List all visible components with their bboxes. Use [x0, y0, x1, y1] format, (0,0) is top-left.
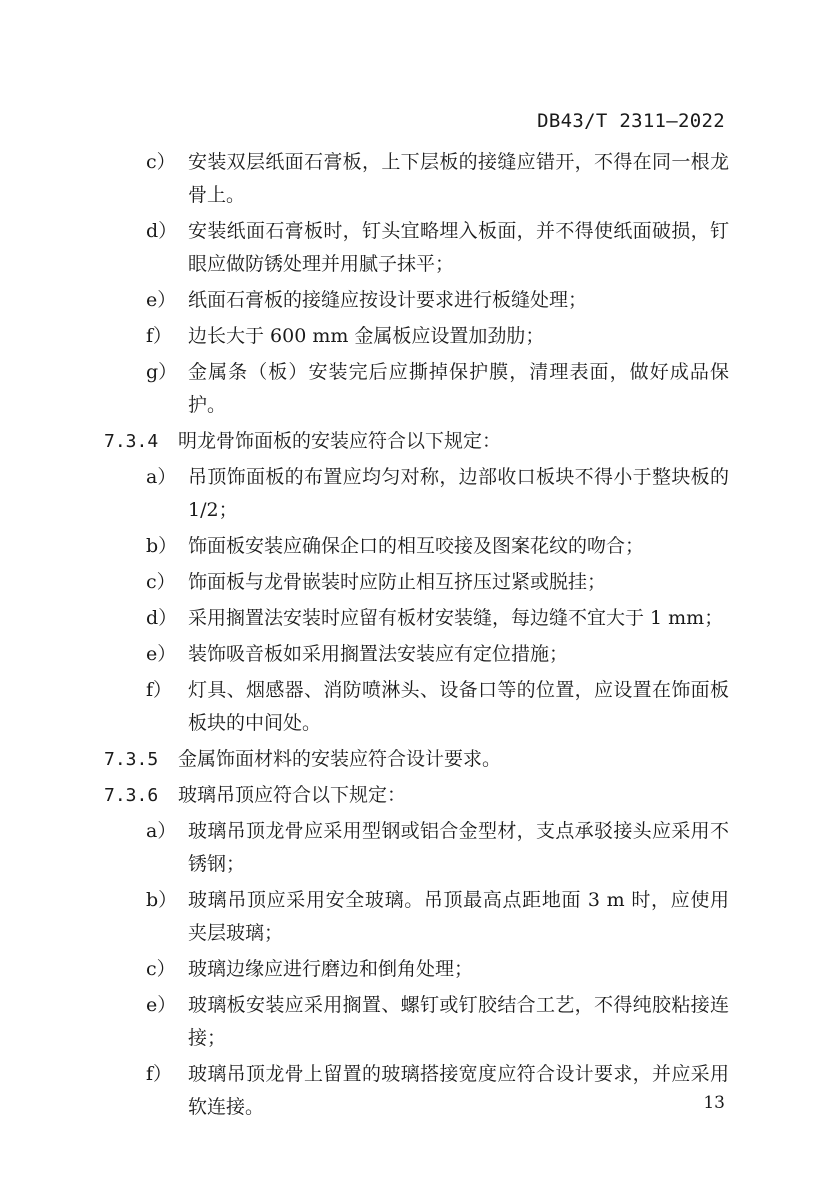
clause-text: 玻璃吊顶应符合以下规定：: [178, 784, 407, 806]
clause-number: 7.3.6: [104, 785, 159, 806]
list-item: [0, 530, 829, 563]
item-marker: a）: [146, 820, 177, 842]
item-text: 玻璃吊顶应采用安全玻璃。吊顶最高点距地面 3 m 时，应使用夹层玻璃；: [188, 889, 729, 944]
clause-text: 明龙骨饰面板的安装应符合以下规定：: [178, 430, 502, 452]
item-text: 吊顶饰面板的布置应均匀对称，边部收口板块不得小于整块板的 1/2；: [188, 466, 729, 521]
item-marker: f）: [146, 1063, 173, 1085]
list-item: [0, 356, 829, 422]
item-text: 玻璃吊顶龙骨上留置的玻璃搭接宽度应符合设计要求，并应采用软连接。: [188, 1063, 729, 1118]
item-text: 金属条（板）安装完后应撕掉保护膜，清理表面，做好成品保护。: [188, 361, 729, 416]
item-marker: b）: [146, 889, 178, 911]
item-text: 纸面石膏板的接缝应按设计要求进行板缝处理；: [188, 289, 588, 311]
page-number: 13: [703, 1093, 725, 1113]
item-text: 饰面板与龙骨嵌装时应防止相互挤压过紧或脱挂；: [188, 571, 607, 593]
item-text: 玻璃边缘应进行磨边和倒角处理；: [188, 958, 474, 980]
item-marker: c）: [146, 151, 176, 173]
list-item: [0, 884, 829, 950]
list-item: [0, 674, 829, 740]
section-clause: [0, 425, 829, 458]
clause-text: 金属饰面材料的安装应符合设计要求。: [178, 748, 502, 770]
item-text: 装饰吸音板如采用搁置法安装应有定位措施；: [188, 643, 569, 665]
list-item: [0, 602, 829, 635]
list-item: [0, 989, 829, 1055]
item-text: 安装双层纸面石膏板，上下层板的接缝应错开，不得在同一根龙骨上。: [188, 151, 729, 206]
item-marker: g）: [146, 361, 178, 383]
item-text: 玻璃吊顶龙骨应采用型钢或铝合金型材，支点承驳接头应采用不锈钢；: [188, 820, 729, 875]
item-marker: d）: [146, 607, 178, 629]
item-text: 采用搁置法安装时应留有板材安装缝，每边缝不宜大于 1 mm；: [188, 607, 724, 629]
item-text: 灯具、烟感器、消防喷淋头、设备口等的位置，应设置在饰面板板块的中间处。: [188, 679, 729, 734]
item-marker: b）: [146, 535, 178, 557]
list-item: [0, 461, 829, 527]
document-body: [0, 146, 829, 1127]
item-marker: e）: [146, 289, 177, 311]
list-item: [0, 566, 829, 599]
item-marker: a）: [146, 466, 177, 488]
list-item: [0, 953, 829, 986]
item-text: 安装纸面石膏板时，钉头宜略埋入板面，并不得使纸面破损，钉眼应做防锈处理并用腻子抹平；: [188, 220, 729, 275]
item-text: 边长大于 600 mm 金属板应设置加劲肋；: [188, 325, 545, 347]
section-clause: [0, 743, 829, 776]
list-item: [0, 146, 829, 212]
item-text: 饰面板安装应确保企口的相互咬接及图案花纹的吻合；: [188, 535, 645, 557]
item-marker: e）: [146, 994, 177, 1016]
document-header: DB43/T 2311—2022: [537, 110, 725, 132]
item-marker: f）: [146, 325, 173, 347]
list-item: [0, 1058, 829, 1124]
item-marker: c）: [146, 571, 176, 593]
list-item: [0, 215, 829, 281]
section-clause: [0, 779, 829, 812]
list-item: [0, 815, 829, 881]
clause-number: 7.3.5: [104, 749, 159, 770]
list-item: [0, 638, 829, 671]
clause-number: 7.3.4: [104, 431, 159, 452]
item-marker: e）: [146, 643, 177, 665]
item-marker: f）: [146, 679, 173, 701]
list-item: [0, 320, 829, 353]
list-item: [0, 284, 829, 317]
item-marker: c）: [146, 958, 176, 980]
item-marker: d）: [146, 220, 178, 242]
item-text: 玻璃板安装应采用搁置、螺钉或钉胶结合工艺，不得纯胶粘接连接；: [188, 994, 729, 1049]
